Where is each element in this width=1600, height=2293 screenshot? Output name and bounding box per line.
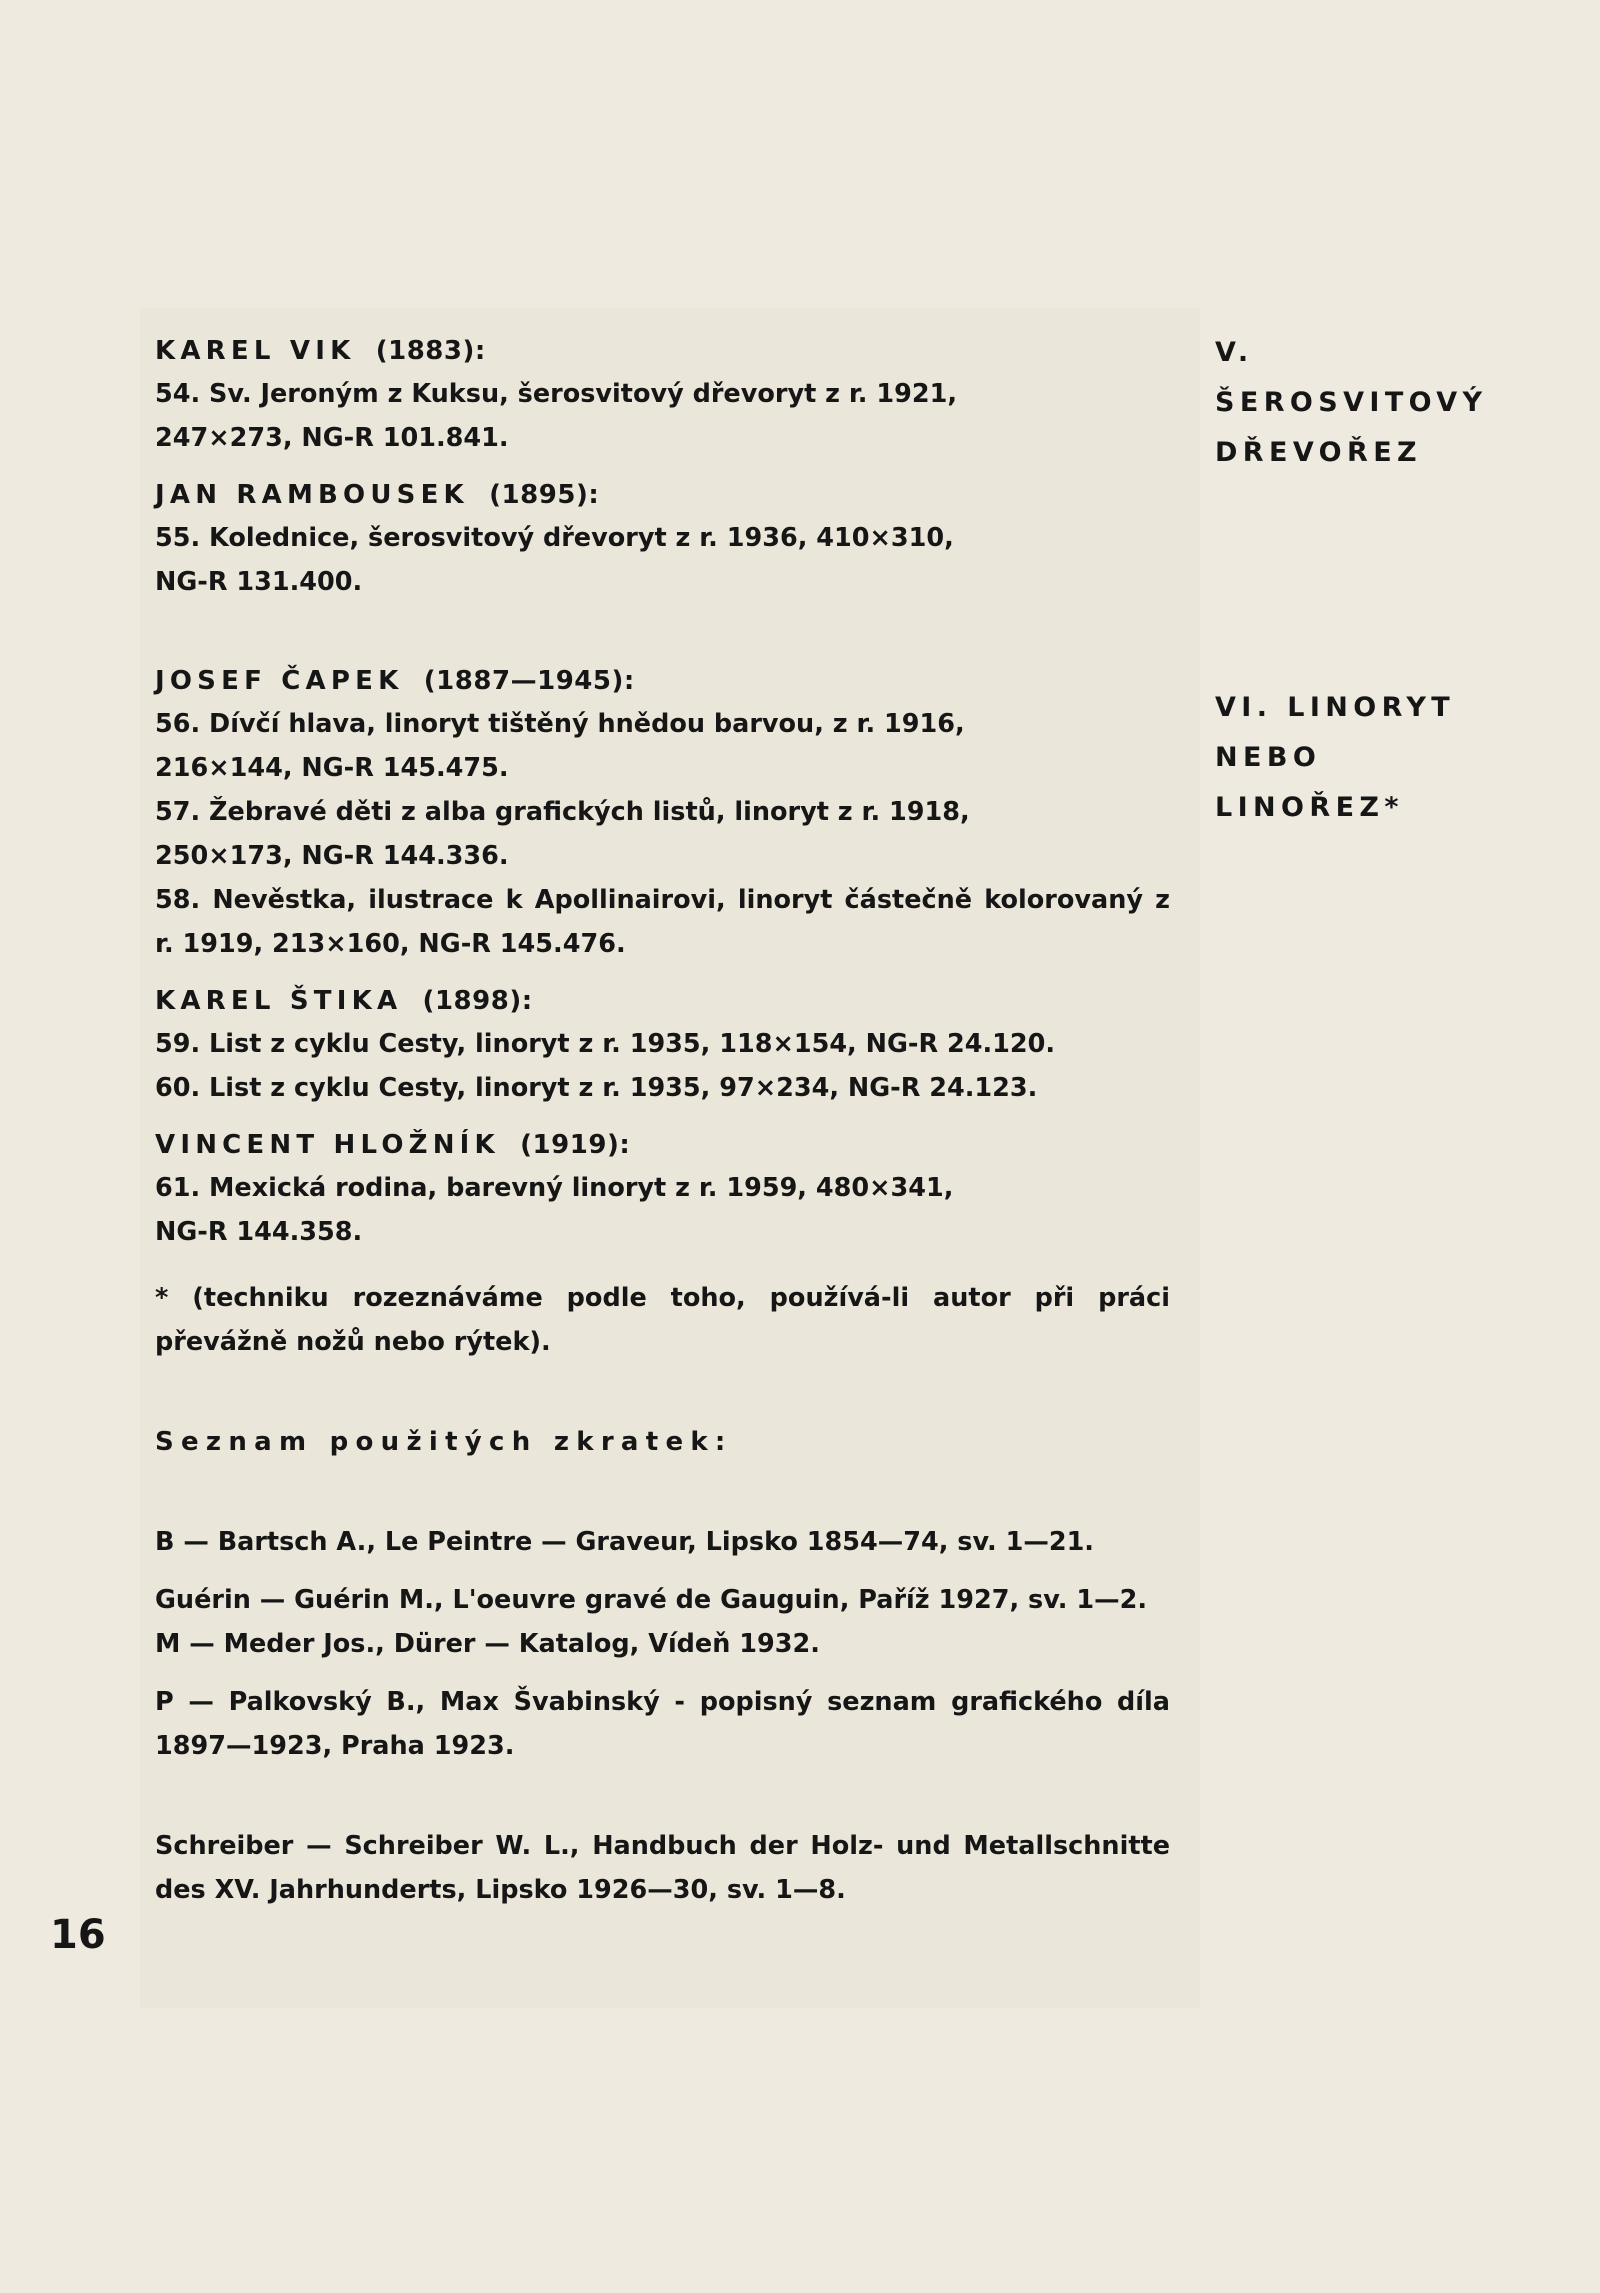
section-title-line: LINOŘEZ* <box>1215 792 1404 823</box>
catalog-entry: 247×273, NG-R 101.841. <box>155 423 509 453</box>
section-vi-heading <box>1215 683 1455 833</box>
footnote: * (techniku rozeznáváme podle toho, používá-li autor při práci převážně nožů nebo rýtek). <box>155 1283 1170 1357</box>
artist-heading: KAREL VIK (1883): <box>155 336 486 366</box>
abbreviations-title: Seznam použitých zkratek: <box>155 1427 733 1457</box>
main-column <box>155 330 1170 1912</box>
abbreviation-item: P — Palkovský B., Max Švabinský - popisný seznam grafického díla 1897—1923, Praha 1923. <box>155 1687 1170 1761</box>
catalog-entry: 56. Dívčí hlava, linoryt tištěný hnědou barvou, z r. 1916, <box>155 709 965 739</box>
catalog-entry: 58. Nevěstka, ilustrace k Apollinairovi, linoryt částečně kolorovaný z r. 1919, 213×160, NG-R 145.476. <box>155 885 1170 959</box>
abbreviation-item: B — Bartsch A., Le Peintre — Graveur, Lipsko 1854—74, sv. 1—21. <box>155 1527 1094 1557</box>
catalog-entry: 216×144, NG-R 145.475. <box>155 753 509 783</box>
artist-heading: JOSEF ČAPEK (1887—1945): <box>155 666 635 696</box>
page-number: 16 <box>50 1912 106 1958</box>
section-title-line: DŘEVOŘEZ <box>1215 437 1423 468</box>
abbreviation-item: Guérin — Guérin M., L'oeuvre gravé de Gauguin, Paříž 1927, sv. 1—2. <box>155 1585 1148 1615</box>
abbreviation-item: M — Meder Jos., Dürer — Katalog, Vídeň 1932. <box>155 1629 820 1659</box>
section-title-line: ŠEROSVITOVÝ <box>1215 387 1488 418</box>
artist-heading: KAREL ŠTIKA (1898): <box>155 986 533 1016</box>
catalog-entry: 61. Mexická rodina, barevný linoryt z r. 1959, 480×341, <box>155 1173 954 1203</box>
catalog-entry: NG-R 144.358. <box>155 1217 363 1247</box>
catalog-entry: 59. List z cyklu Cesty, linoryt z r. 1935, 118×154, NG-R 24.120. <box>155 1029 1056 1059</box>
section-title-line: VI. LINORYT <box>1215 692 1456 723</box>
catalog-entry: 60. List z cyklu Cesty, linoryt z r. 1935, 97×234, NG-R 24.123. <box>155 1073 1038 1103</box>
artist-heading: VINCENT HLOŽNÍK (1919): <box>155 1130 631 1160</box>
section-title-line: NEBO <box>1215 742 1322 773</box>
catalog-entry: 250×173, NG-R 144.336. <box>155 841 509 871</box>
catalog-entry: 57. Žebravé děti z alba grafických listů, linoryt z r. 1918, <box>155 797 970 827</box>
catalog-entry: 54. Sv. Jeroným z Kuksu, šerosvitový dřevoryt z r. 1921, <box>155 379 958 409</box>
catalog-entry: NG-R 131.400. <box>155 567 363 597</box>
section-v-heading <box>1215 328 1488 478</box>
catalog-entry: 55. Kolednice, šerosvitový dřevoryt z r. 1936, 410×310, <box>155 523 954 553</box>
section-numeral: V. <box>1215 337 1254 368</box>
abbreviation-item: Schreiber — Schreiber W. L., Handbuch der Holz- und Metallschnitte des XV. Jahrhunderts, Lipsko 1926—30, sv. 1—8. <box>155 1831 1170 1905</box>
artist-heading: JAN RAMBOUSEK (1895): <box>155 480 600 510</box>
